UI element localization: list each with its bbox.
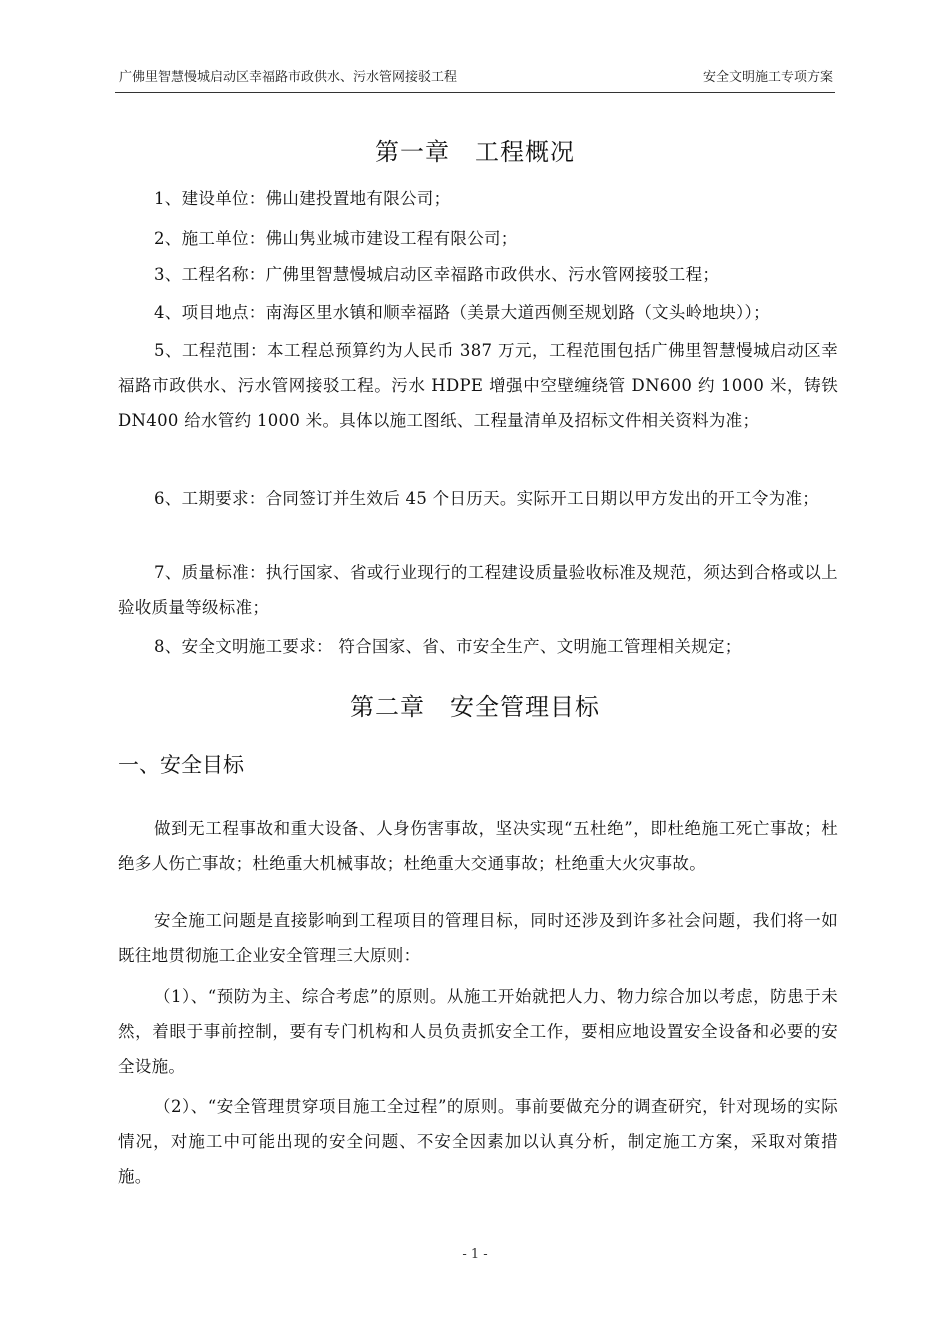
safety-goal-paragraph: 做到无工程事故和重大设备、人身伤害事故，坚决实现“五杜绝”，即杜绝施工死亡事故；杜绝多人伤亡事故；杜绝重大机械事故；杜绝重大交通事故；杜绝重大火灾事故。 (118, 819, 838, 873)
page-header (115, 68, 835, 93)
item-project-scope: 5、工程范围：本工程总预算约为人民币 387 万元，工程范围包括广佛里智慧慢城启动区幸福路市政供水、污水管网接驳工程。污水 HDPE 增强中空壁缠绕管 DN600 约 1000 米，铸铁 DN400 给水管约 1000 米。具体以施工图纸、工程量清单及招标文件相关资料为准； (118, 341, 838, 430)
item-safety-requirement: 8、安全文明施工要求： 符合国家、省、市安全生产、文明施工管理相关规定； (154, 637, 742, 656)
item-quality-standard: 7、质量标准：执行国家、省或行业现行的工程建设质量验收标准及规范，须达到合格或以上验收质量等级标准； (118, 563, 838, 617)
header-document-title: 安全文明施工专项方案 (702, 70, 833, 85)
item-construction-unit: 1、建设单位：佛山建投置地有限公司； (154, 189, 451, 208)
item-contractor: 2、施工单位：佛山隽业城市建设工程有限公司； (154, 229, 518, 248)
item-project-name: 3、工程名称：广佛里智慧慢城启动区幸福路市政供水、污水管网接驳工程； (154, 265, 720, 284)
principle-1-paragraph: （1）、“预防为主、综合考虑”的原则。从施工开始就把人力、物力综合加以考虑，防患于未然，着眼于事前控制，要有专门机构和人员负责抓安全工作，要相应地设置安全设备和必要的安全设施。 (118, 987, 838, 1076)
item-schedule: 6、工期要求：合同签订并生效后 45 个日历天。实际开工日期以甲方发出的开工令为准； (154, 489, 820, 508)
chapter-2-title: 第二章 安全管理目标 (350, 693, 600, 721)
header-project-title: 广佛里智慧慢城启动区幸福路市政供水、污水管网接驳工程 (119, 70, 458, 85)
item-project-location: 4、项目地点：南海区里水镇和顺幸福路（美景大道西侧至规划路（文头岭地块））； (154, 303, 770, 322)
chapter-1-title: 第一章 工程概况 (375, 138, 575, 166)
principle-2-paragraph: （2）、“安全管理贯穿项目施工全过程”的原则。事前要做充分的调查研究，针对现场的实际情况，对施工中可能出现的安全问题、不安全因素加以认真分析，制定施工方案，采取对策措施。 (118, 1097, 838, 1186)
safety-principles-intro: 安全施工问题是直接影响到工程项目的管理目标，同时还涉及到许多社会问题，我们将一如既往地贯彻施工企业安全管理三大原则： (118, 911, 838, 965)
page-number: - 1 - (462, 1247, 488, 1262)
section-safety-goal: 一、安全目标 (118, 753, 244, 777)
